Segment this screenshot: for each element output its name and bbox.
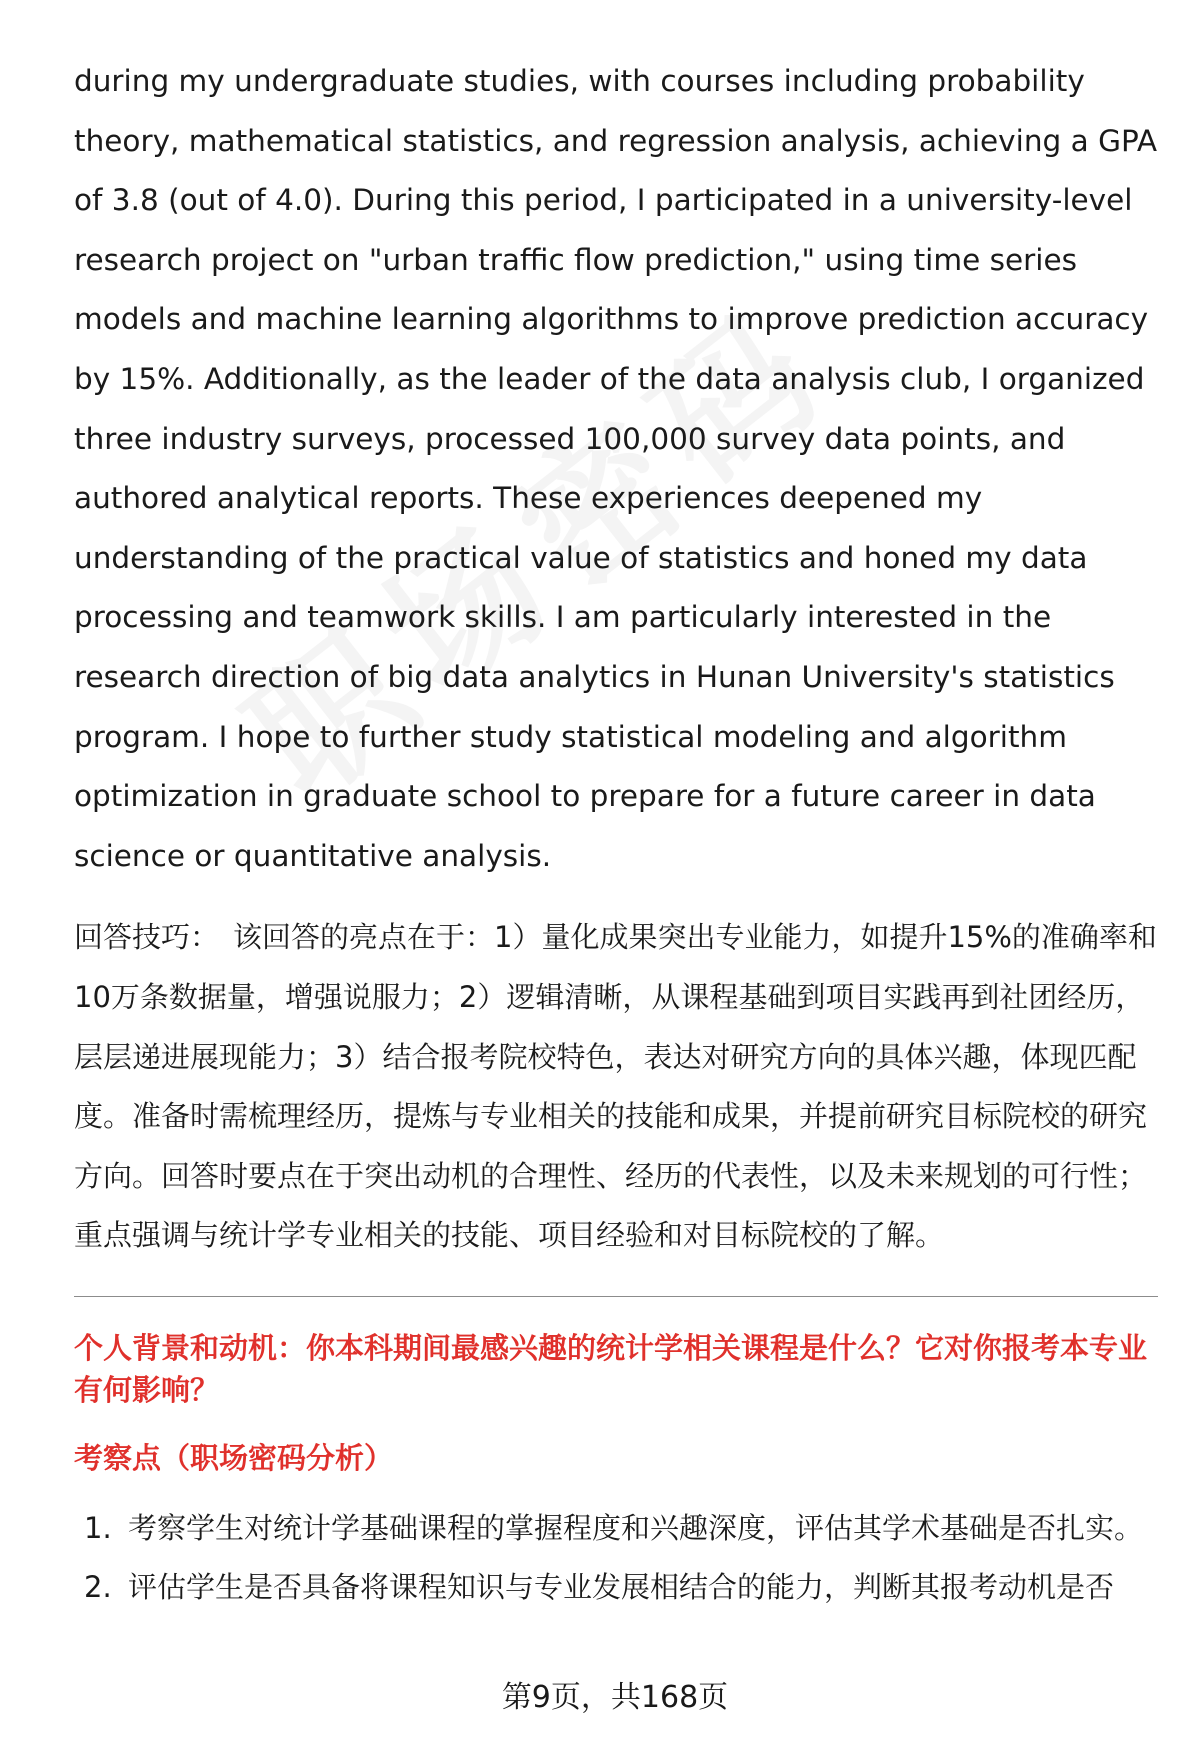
list-item: [74, 1558, 1158, 1618]
list-item-text: 评估学生是否具备将课程知识与专业发展相结合的能力，判断其报考动机是否: [128, 1570, 1115, 1605]
document-page: [74, 52, 1158, 1634]
tips-text: 该回答的亮点在于：1）量化成果突出专业能力，如提升15%的准确率和10万条数据量，增强说服力；2）逻辑清晰，从课程基础到项目实践再到社团经历，层层递进展现能力；3）结合报考院校特色，表达对研究方向的具体兴趣，体现匹配度。准备时需梳理经历，提炼与专业相关的技能和成果，并提前研究目标院校的研究方向。回答时要点在于突出动机的合理性、经历的代表性，以及未来规划的可行性；重点强调与统计学专业相关的技能、项目经验和对目标院校的了解。: [74, 920, 1157, 1253]
tips-label: 回答技巧：: [74, 920, 220, 955]
question-heading: 个人背景和动机：你本科期间最感兴趣的统计学相关课程是什么？它对你报考本专业有何影响？: [74, 1330, 1148, 1407]
section-divider: [74, 1296, 1158, 1297]
assessment-points-title: 考察点（职场密码分析）: [74, 1440, 394, 1475]
essay-paragraph: during my undergraduate studies, with courses including probability theory, mathematical statistics, and regression analysis, achieving a GPA of 3.8 (out of 4.0). During this period, I participated in a university-level research project on "urban traffic flow prediction," using time series models and machine learning algorithms to improve prediction accuracy by 15%. Additionally, as the leader of the data analysis club, I organized three industry surveys, processed 100,000 survey data points, and authored analytical reports. These experiences deepened my understanding of the practical value of statistics and honed my data processing and teamwork skills. I am particularly interested in the research direction of big data analytics in Hunan University's statistics program. I hope to further study statistical modeling and algorithm optimization in graduate school to prepare for a future career in data science or quantitative analysis.: [74, 64, 1158, 873]
list-item-number: 2.: [84, 1570, 112, 1605]
list-item: [74, 1499, 1158, 1559]
answer-tips: [74, 908, 1158, 1266]
assessment-points-list: [74, 1499, 1158, 1618]
list-item-number: 1.: [84, 1510, 112, 1545]
page-number: 第9页，共168页: [501, 1680, 729, 1715]
list-item-text: 考察学生对统计学基础课程的掌握程度和兴趣深度，评估其学术基础是否扎实。: [128, 1510, 1144, 1545]
